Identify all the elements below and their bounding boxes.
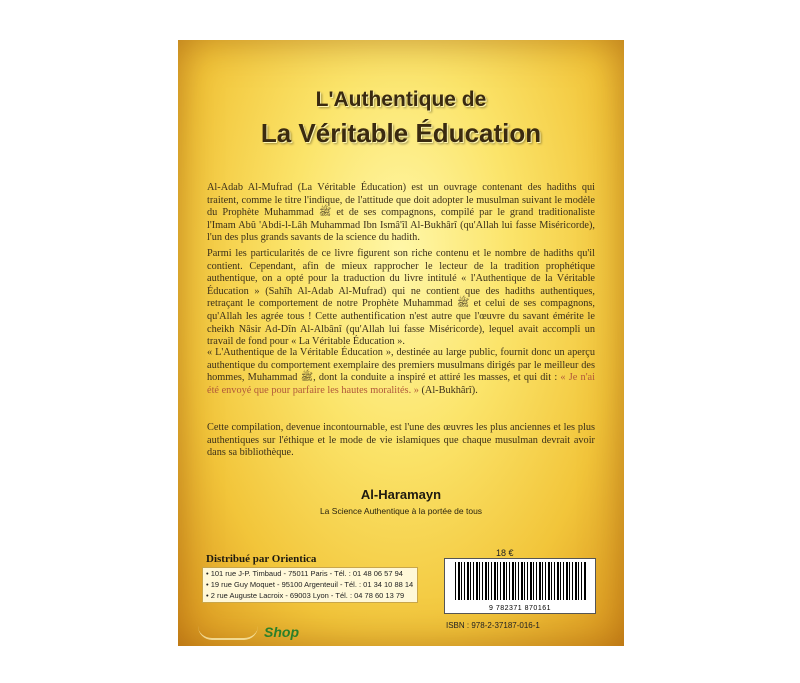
shop-logo-swirl — [198, 626, 258, 640]
quote-source: (Al-Bukhârî). — [421, 384, 478, 396]
publisher-tagline: La Science Authentique à la portée de tous — [319, 506, 483, 516]
address-argenteuil: • 19 rue Guy Moquet - 95100 Argenteuil - Tél. : 01 34 10 88 14 — [206, 580, 414, 589]
address-paris: • 101 rue J-P. Timbaud - 75011 Paris - Tél. : 01 48 06 57 94 — [206, 569, 403, 578]
paragraph-3-text: « L'Authentique de la Véritable Éducation », destinée au large public, fournit donc un aperçu authentique du comportement exemplaire des premiers musulmans dirigés par le meilleur des hommes, Muhammad ﷺ, dont la conduite a inspiré et attiré les masses, et qui dit : — [207, 347, 595, 384]
address-box — [202, 567, 418, 603]
title-line-1: L'Authentique de — [315, 88, 487, 111]
barcode — [444, 558, 596, 614]
prophet-quote: « Je n'ai été envoyé que pour parfaire les hautes moralités. » — [207, 372, 595, 396]
paragraph-2: Parmi les particularités de ce livre figurent son riche contenu et le nombre de hadiths qu'il contient. Cependant, afin de mieux rapprocher le lecteur de la tradition prophétique authentique, on a opté pour la traduction du livre intitulé « l'Authentique de la Véritable Éducation » (Sahîh Al-Adab Al-Mufrad) qui ne contient que des hadiths authentiques, retraçant le comportement de notre Prophète Muhammad ﷺ et celui de ses compagnons, qu'Allah les agrée tous ! Cette authentification n'est autre que l'œuvre du savant émérite le cheikh Nâsir Ad-Dîn Al-Albânî (qu'Allah lui fasse Miséricorde), lequel avait accompli un travail de fond pour « La Véritable Éducation ». — [207, 248, 595, 348]
paragraph-1: Al-Adab Al-Mufrad (La Véritable Éducation) est un ouvrage contenant des hadiths qui traitent, comme le titre l'indique, de l'attitude que doit adopter le musulman suivant le modèle du Prophète Muhammad ﷺ et de ses compagnons, compilé par le grand traditionaliste l'Imam Abû 'Abdi-l-Lâh Muhammad Ibn Ismâ'îl Al-Bukhârî (qu'Allah lui fasse Miséricorde), l'un des plus grands savants de la science du hadith. — [207, 182, 595, 244]
shop-watermark-logo: Shop — [264, 624, 299, 640]
paragraph-4: Cette compilation, devenue incontournable, est l'une des œuvres les plus anciennes et les plus authentiques sur l'éthique et le mode de vie islamiques que chaque musulman devrait avoir dans sa bibliothèque. — [207, 422, 595, 459]
isbn-label: ISBN : 978-2-37187-016-1 — [446, 621, 540, 630]
price-label: 18 € — [496, 548, 514, 558]
distribution-title: Distribué par Orientica — [206, 553, 317, 565]
paragraph-3 — [207, 347, 595, 397]
barcode-bars — [455, 562, 587, 600]
address-lyon: • 2 rue Auguste Lacroix - 69003 Lyon - Tél. : 04 78 60 13 79 — [206, 591, 405, 600]
book-back-cover — [178, 40, 624, 646]
title-line-2: La Véritable Éducation — [260, 118, 542, 148]
barcode-number: 9 782371 870161 — [445, 605, 595, 612]
publisher-name: Al-Haramayn — [360, 487, 442, 502]
